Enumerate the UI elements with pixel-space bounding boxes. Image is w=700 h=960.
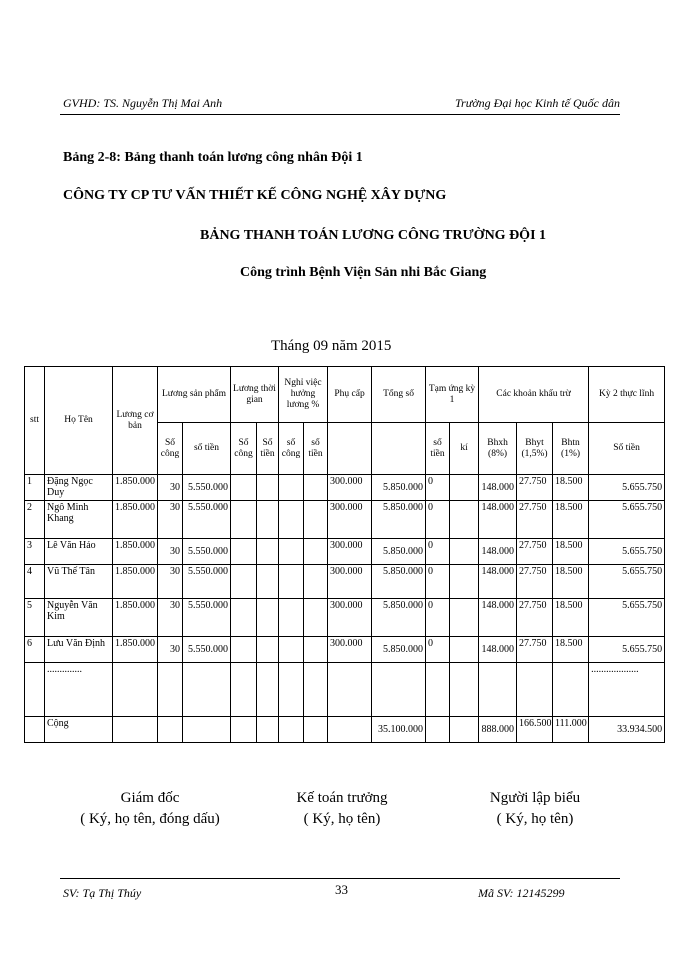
cell-total: 5.850.000: [372, 637, 426, 663]
cell-total: 5.850.000: [372, 475, 426, 501]
cell-dots-right: ...................: [589, 663, 665, 717]
cell-bhyt: 27.750: [517, 539, 553, 565]
footer-divider: [60, 878, 620, 879]
cell-allowance: 300.000: [328, 565, 372, 599]
cell-net: 5.655.750: [589, 637, 665, 663]
table-row-total: [25, 717, 665, 743]
cell-amount: 5.550.000: [183, 501, 231, 539]
cell-amount: 5.550.000: [183, 565, 231, 599]
cell-allowance: 300.000: [328, 599, 372, 637]
sub-so-cong-3: số công: [279, 423, 304, 475]
cell-net: 5.655.750: [589, 565, 665, 599]
header-row-1: [25, 367, 665, 423]
sub-so-tien-3: số tiền: [304, 423, 328, 475]
cell-bhxh: 148.000: [479, 501, 517, 539]
table-row: [25, 637, 665, 663]
cell-base: 1.850.000: [113, 539, 158, 565]
signature-chief-accountant: [262, 790, 422, 828]
table-row: [25, 565, 665, 599]
cell-bhtn: 18.500: [553, 599, 589, 637]
footer-left: SV: Tạ Thị Thúy: [63, 886, 142, 900]
cell-bhtn: 18.500: [553, 475, 589, 501]
sub-so-tien-4: số tiền: [426, 423, 450, 475]
sub-bhxh: Bhxh (8%): [479, 423, 517, 475]
table-row-ellipsis: [25, 663, 665, 717]
cell-advance: 0: [426, 501, 450, 539]
cell-name: Lưu Văn Định: [45, 637, 113, 663]
sub-so-cong: Số công: [158, 423, 183, 475]
cell-allowance: 300.000: [328, 475, 372, 501]
cell-bhtn: 18.500: [553, 637, 589, 663]
cell-base: 1.850.000: [113, 599, 158, 637]
document-title: BẢNG THANH TOÁN LƯƠNG CÔNG TRƯỜNG ĐỘI 1: [200, 228, 547, 243]
cell-stt: 4: [25, 565, 45, 599]
sub-bhyt: Bhyt (1,5%): [517, 423, 553, 475]
table-row: [25, 539, 665, 565]
cell-stt: 3: [25, 539, 45, 565]
col-leave: Nghỉ việc hưởng lương %: [279, 367, 328, 423]
table-row: [25, 599, 665, 637]
project-name: Công trình Bệnh Viện Sản nhi Bắc Giang: [240, 265, 487, 280]
sub-so-cong-2: Số công: [231, 423, 257, 475]
cell-net: 5.655.750: [589, 501, 665, 539]
cell-allowance: 300.000: [328, 539, 372, 565]
cell-name: Lê Văn Hảo: [45, 539, 113, 565]
signature-note: ( Ký, họ tên, đóng dấu): [80, 811, 220, 827]
cell-name: Ngô Minh Khang: [45, 501, 113, 539]
header-divider: [60, 114, 620, 115]
cell-advance: 0: [426, 565, 450, 599]
col-advance: Tạm ứng kỳ 1: [426, 367, 479, 423]
cell-stt: 6: [25, 637, 45, 663]
col-stt: stt: [25, 367, 45, 475]
signature-role: Kế toán trưởng: [296, 790, 388, 806]
cell-stt: 1: [25, 475, 45, 501]
cell-days: 30: [158, 501, 183, 539]
col-total: Tổng số: [372, 367, 426, 423]
cell-amount: 5.550.000: [183, 475, 231, 501]
cell-amount: 5.550.000: [183, 539, 231, 565]
cell-name: Nguyễn Văn Kim: [45, 599, 113, 637]
signature-note: ( Ký, họ tên): [303, 811, 381, 827]
col-time: Lương thời gian: [231, 367, 279, 423]
cell-net: 5.655.750: [589, 475, 665, 501]
sub-bhtn: Bhtn (1%): [553, 423, 589, 475]
cell-bhyt: 27.750: [517, 637, 553, 663]
cell-bhyt: 27.750: [517, 565, 553, 599]
col-product: Lương sản phẩm: [158, 367, 231, 423]
table-row: [25, 475, 665, 501]
header-right: Trường Đại học Kinh tế Quốc dân: [455, 96, 620, 110]
cell-bhyt: 27.750: [517, 475, 553, 501]
signature-director: [60, 790, 240, 828]
cell-bhyt: 27.750: [517, 599, 553, 637]
cell-dots-left: ..............: [45, 663, 113, 717]
cell-base: 1.850.000: [113, 637, 158, 663]
cell-bhxh: 148.000: [479, 475, 517, 501]
signature-role: Giám đốc: [120, 790, 180, 806]
cell-bhtn: 18.500: [553, 565, 589, 599]
total-bhyt: 166.500: [517, 717, 553, 743]
cell-days: 30: [158, 475, 183, 501]
col-allowance: Phụ cấp: [328, 367, 372, 423]
page-number: 33: [335, 882, 348, 897]
cell-advance: 0: [426, 539, 450, 565]
cell-stt: 2: [25, 501, 45, 539]
sub-empty-2: [372, 423, 426, 475]
sub-so-tien-5: Số tiền: [589, 423, 665, 475]
total-sum: 35.100.000: [372, 717, 426, 743]
cell-days: 30: [158, 599, 183, 637]
cell-amount: 5.550.000: [183, 637, 231, 663]
cell-name: Đặng Ngọc Duy: [45, 475, 113, 501]
cell-total: 5.850.000: [372, 599, 426, 637]
cell-stt: 5: [25, 599, 45, 637]
col-base: Lương cơ bản: [113, 367, 158, 475]
cell-total: 5.850.000: [372, 565, 426, 599]
total-bhtn: 111.000: [553, 717, 589, 743]
company-name: CÔNG TY CP TƯ VẤN THIẾT KẾ CÔNG NGHỆ XÂY DỰNG: [63, 188, 447, 203]
total-bhxh: 888.000: [479, 717, 517, 743]
payroll-table: [24, 366, 665, 743]
cell-advance: 0: [426, 637, 450, 663]
signature-note: ( Ký, họ tên): [496, 811, 574, 827]
sub-empty-1: [328, 423, 372, 475]
signature-role: Người lập biểu: [489, 790, 581, 806]
cell-name: Vũ Thế Tân: [45, 565, 113, 599]
sub-so-tien: số tiền: [183, 423, 231, 475]
cell-bhxh: 148.000: [479, 565, 517, 599]
col-name: Họ Tên: [45, 367, 113, 475]
month-label: Tháng 09 năm 2015: [271, 338, 392, 354]
cell-total: 5.850.000: [372, 539, 426, 565]
cell-bhxh: 148.000: [479, 637, 517, 663]
total-net: 33.934.500: [589, 717, 665, 743]
cell-base: 1.850.000: [113, 501, 158, 539]
table-caption: Bảng 2-8: Bảng thanh toán lương công nhân Đội 1: [63, 150, 363, 165]
table-row: [25, 501, 665, 539]
cell-base: 1.850.000: [113, 565, 158, 599]
col-period2: Kỳ 2 thực lĩnh: [589, 367, 665, 423]
cell-total: 5.850.000: [372, 501, 426, 539]
cell-bhxh: 148.000: [479, 539, 517, 565]
cell-net: 5.655.750: [589, 539, 665, 565]
cell-amount: 5.550.000: [183, 599, 231, 637]
col-deductions: Các khoản khấu trừ: [479, 367, 589, 423]
signature-preparer: [455, 790, 615, 828]
total-label: Cộng: [45, 717, 113, 743]
sub-ki: kí: [450, 423, 479, 475]
cell-bhtn: 18.500: [553, 501, 589, 539]
cell-bhxh: 148.000: [479, 599, 517, 637]
header-left: GVHD: TS. Nguyễn Thị Mai Anh: [63, 96, 223, 110]
cell-days: 30: [158, 539, 183, 565]
cell-bhtn: 18.500: [553, 539, 589, 565]
cell-net: 5.655.750: [589, 599, 665, 637]
cell-bhyt: 27.750: [517, 501, 553, 539]
cell-allowance: 300.000: [328, 501, 372, 539]
footer-right: Mã SV: 12145299: [478, 886, 565, 900]
cell-days: 30: [158, 565, 183, 599]
cell-advance: 0: [426, 475, 450, 501]
cell-advance: 0: [426, 599, 450, 637]
cell-days: 30: [158, 637, 183, 663]
cell-base: 1.850.000: [113, 475, 158, 501]
cell-allowance: 300.000: [328, 637, 372, 663]
sub-so-tien-2: Số tiền: [257, 423, 279, 475]
